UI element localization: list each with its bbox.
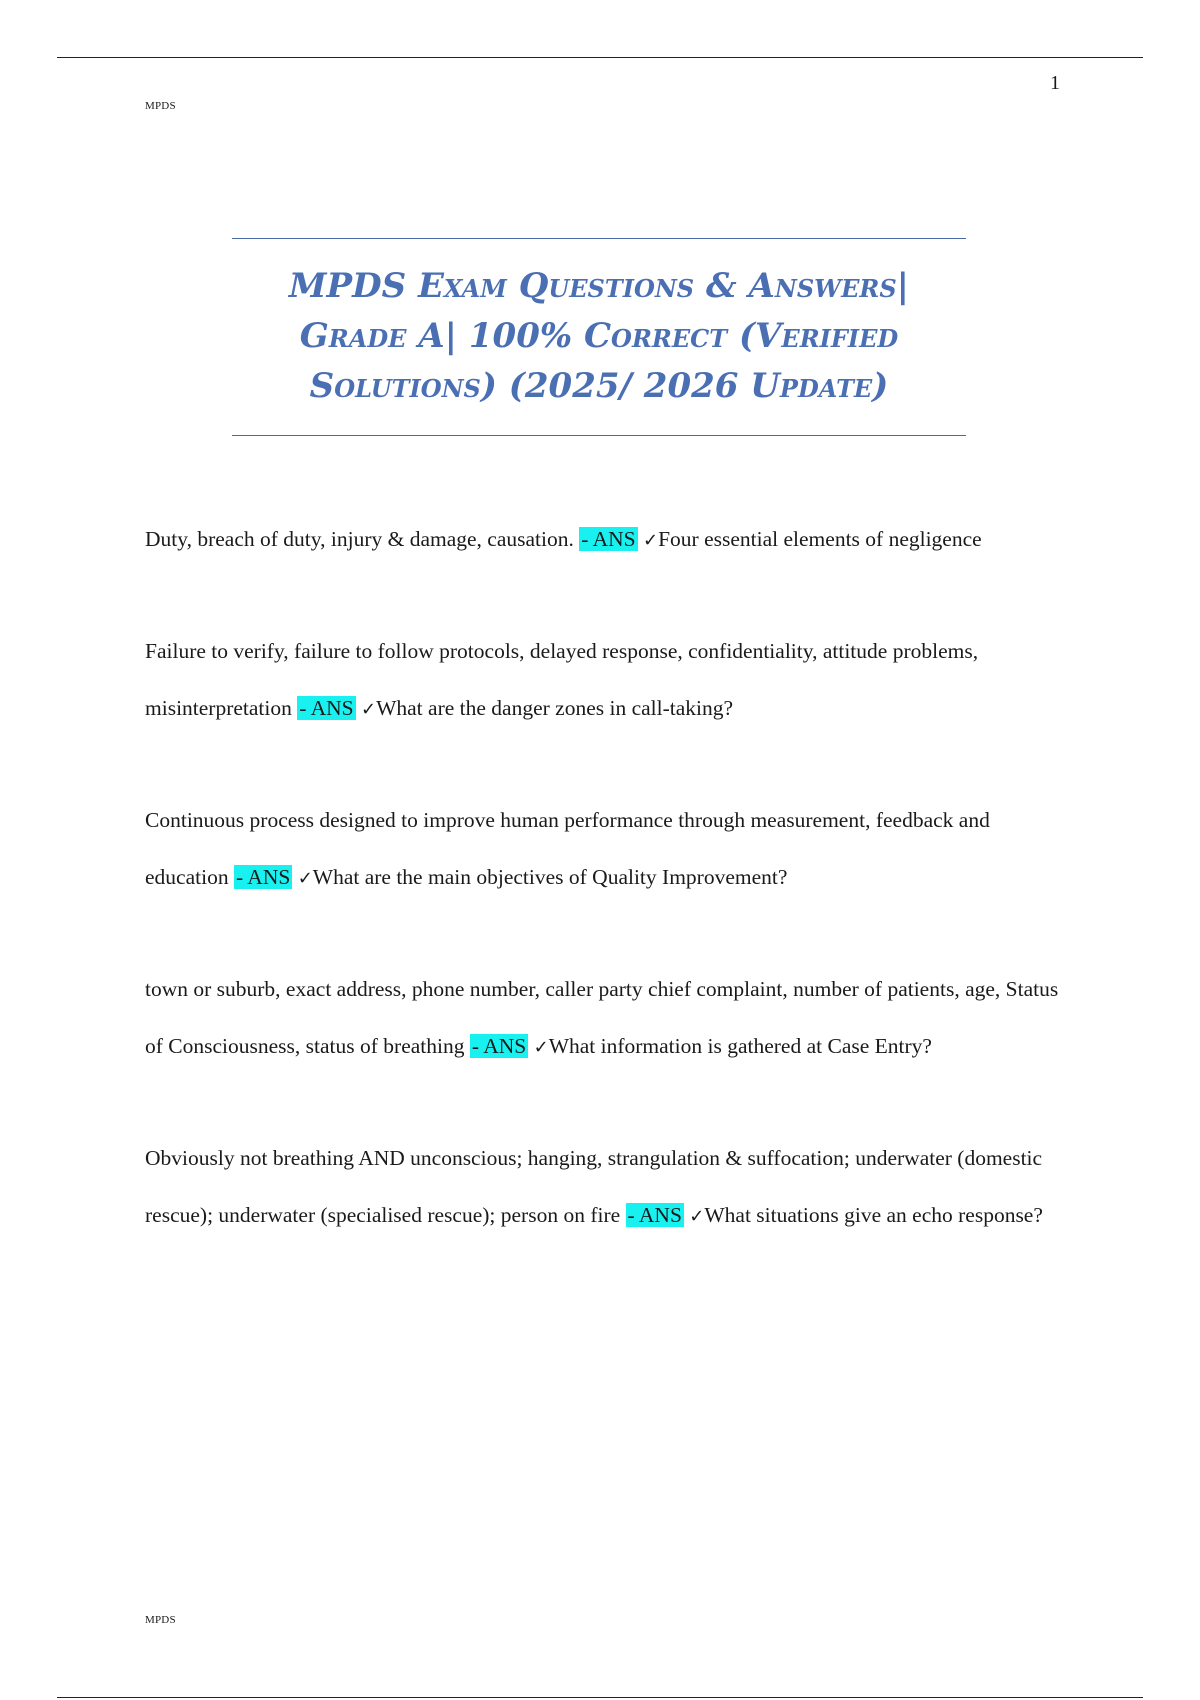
answer-text: Duty, breach of duty, injury & damage, causation.	[145, 527, 574, 551]
answer-text: town or suburb, exact address, phone number, caller party chief complaint, number of patients, age, Status of Consciousness, status of breathing	[145, 977, 1059, 1058]
question-text: What are the danger zones in call-taking?	[376, 696, 734, 720]
checkmark-icon: ✓	[689, 1206, 705, 1227]
answer-text: Failure to verify, failure to follow protocols, delayed response, confidentiality, attitude problems, misinterpretation	[145, 639, 979, 720]
ans-marker: - ANS	[581, 527, 636, 551]
ans-marker: - ANS	[299, 696, 354, 720]
question-text: What are the main objectives of Quality Improvement?	[312, 865, 788, 889]
qa-item	[145, 961, 1065, 1076]
ans-marker: - ANS	[627, 1203, 682, 1227]
checkmark-icon: ✓	[361, 699, 377, 720]
qa-item	[145, 623, 1065, 738]
question-text: What information is gathered at Case Entry?	[548, 1034, 932, 1058]
question-text: What situations give an echo response?	[704, 1203, 1043, 1227]
bottom-rule	[57, 1697, 1143, 1698]
answer-text: Obviously not breathing AND unconscious; hanging, strangulation & suffocation; underwater (domestic rescue); underwater (specialised rescue); person on fire	[145, 1146, 1043, 1227]
footer-label: MPDS	[145, 1614, 176, 1626]
qa-item	[145, 1130, 1065, 1245]
answer-text: Continuous process designed to improve human performance through measurement, feedback and education	[145, 808, 990, 889]
document-title: MPDS Exam Questions & Answers| Grade A| 100% Correct (Verified Solutions) (2025/ 2026 Update)	[288, 266, 910, 406]
top-rule	[57, 57, 1143, 58]
ans-marker: - ANS	[471, 1034, 527, 1058]
question-text: Four essential elements of negligence	[658, 527, 982, 551]
qa-item	[145, 792, 1065, 907]
ans-marker: - ANS	[235, 865, 291, 889]
qa-list	[145, 511, 1065, 1245]
checkmark-icon: ✓	[297, 868, 313, 889]
checkmark-icon: ✓	[643, 530, 659, 551]
title-block	[232, 238, 966, 436]
page-number: 1	[1050, 72, 1060, 94]
header-label: MPDS	[145, 100, 176, 112]
checkmark-icon: ✓	[533, 1037, 549, 1058]
qa-item	[145, 511, 1065, 569]
